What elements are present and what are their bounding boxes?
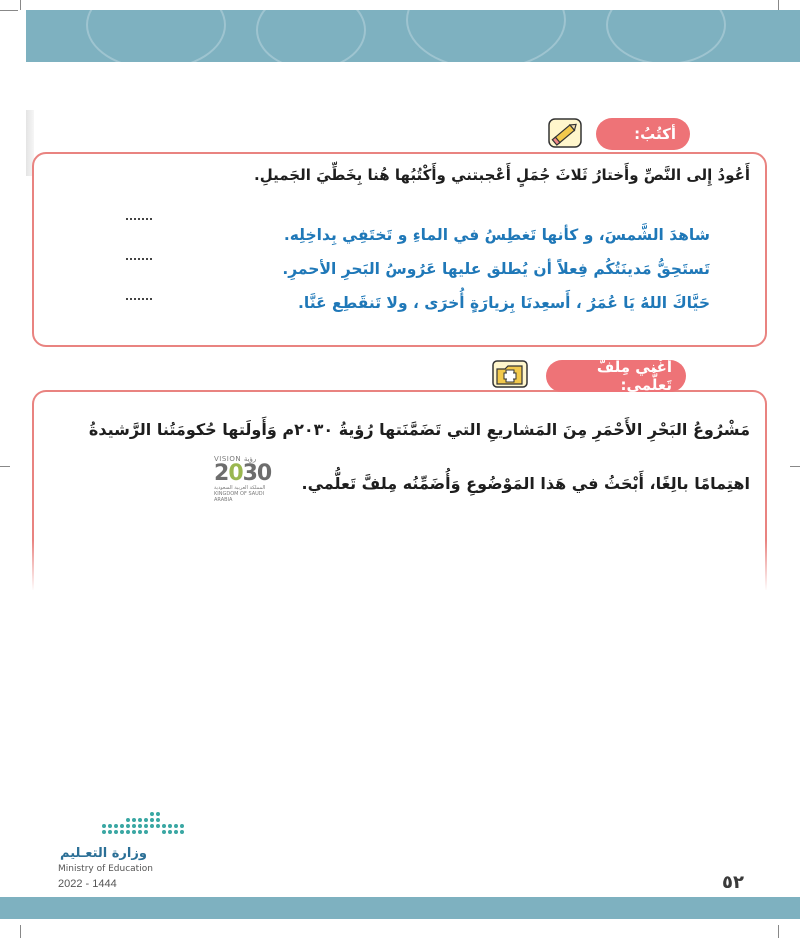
decorative-swirl: [86, 10, 226, 62]
write-instruction: أَعُودُ إِلى النَّصِّ وأَختارُ ثَلاثَ جُمَلٍ أَعْجبتني وأَكْتُبُها هُنا بِخَطِّيَ الجَميلِ.: [254, 166, 750, 184]
crop-mark: [0, 466, 10, 467]
footer-band: [0, 897, 800, 919]
portfolio-paragraph: اهتِمامًا بالِغًا، أَبْحَثُ في هَذا المَوْضُوعِ وَأُضَمِّنُه مِلفَّ تَعلُّمي.: [301, 474, 750, 493]
decorative-swirl: [256, 10, 366, 62]
ministry-logo-icon: [96, 806, 190, 842]
vision-2030-logo: [214, 455, 278, 505]
crop-mark: [20, 925, 21, 938]
chosen-sentence: تَستَحِقُّ مَدينَتُكُم فِعلاً أن يُطلق عليها عَرُوسُ البَحرِ الأحمرِ.: [282, 260, 710, 278]
crop-mark: [778, 925, 779, 938]
chosen-sentence: حَيَّاكَ اللهُ يَا عُمَرُ ، أَسعِدنَا بِزيارَةٍ أُخرَى ، ولا تَنقَطِع عَنَّا.: [298, 294, 710, 312]
portfolio-paragraph: مَشْرُوعُ البَحْرِ الأَحْمَرِ مِنَ المَشاريعِ التي تَضَمَّنَتها رُؤيةُ ٢٠٣٠م وَأَولَتها حُكومَتُنا الرَّشيدةُ: [88, 420, 750, 439]
answer-dotted-line: [126, 210, 152, 220]
edition-year: 2022 - 1444: [58, 878, 117, 890]
crop-mark: [778, 0, 779, 10]
vision-year: 2030: [214, 461, 272, 486]
decorative-swirl: [606, 10, 726, 62]
page-number: ٥٢: [722, 872, 744, 893]
ministry-name-arabic: وزارة التعـليم: [60, 846, 147, 861]
pencil-icon: [548, 118, 582, 148]
chosen-sentence: شاهدَ الشَّمسَ، و كأنها تَغطِسُ في الماءِ و تَختَفِي بِداخِلِه.: [283, 226, 710, 244]
header-band: [26, 10, 800, 62]
decorative-swirl: [406, 10, 566, 62]
ministry-name-english: Ministry of Education: [58, 864, 153, 874]
vision-top-text: VISION رؤية: [214, 455, 257, 463]
portfolio-section-label: أُغْني مِلفَّ تَعلُّمي:: [546, 360, 686, 392]
crop-mark: [20, 0, 21, 10]
write-section-label: أكتُبُ:: [596, 118, 690, 150]
frame-fade: [30, 540, 770, 600]
crop-mark: [0, 10, 18, 11]
answer-dotted-line: [126, 250, 152, 260]
vision-sub-text: المملكة العربية السعودية KINGDOM OF SAUDI ARABIA: [214, 485, 266, 503]
folder-plus-icon: [492, 360, 528, 388]
crop-mark: [790, 466, 800, 467]
